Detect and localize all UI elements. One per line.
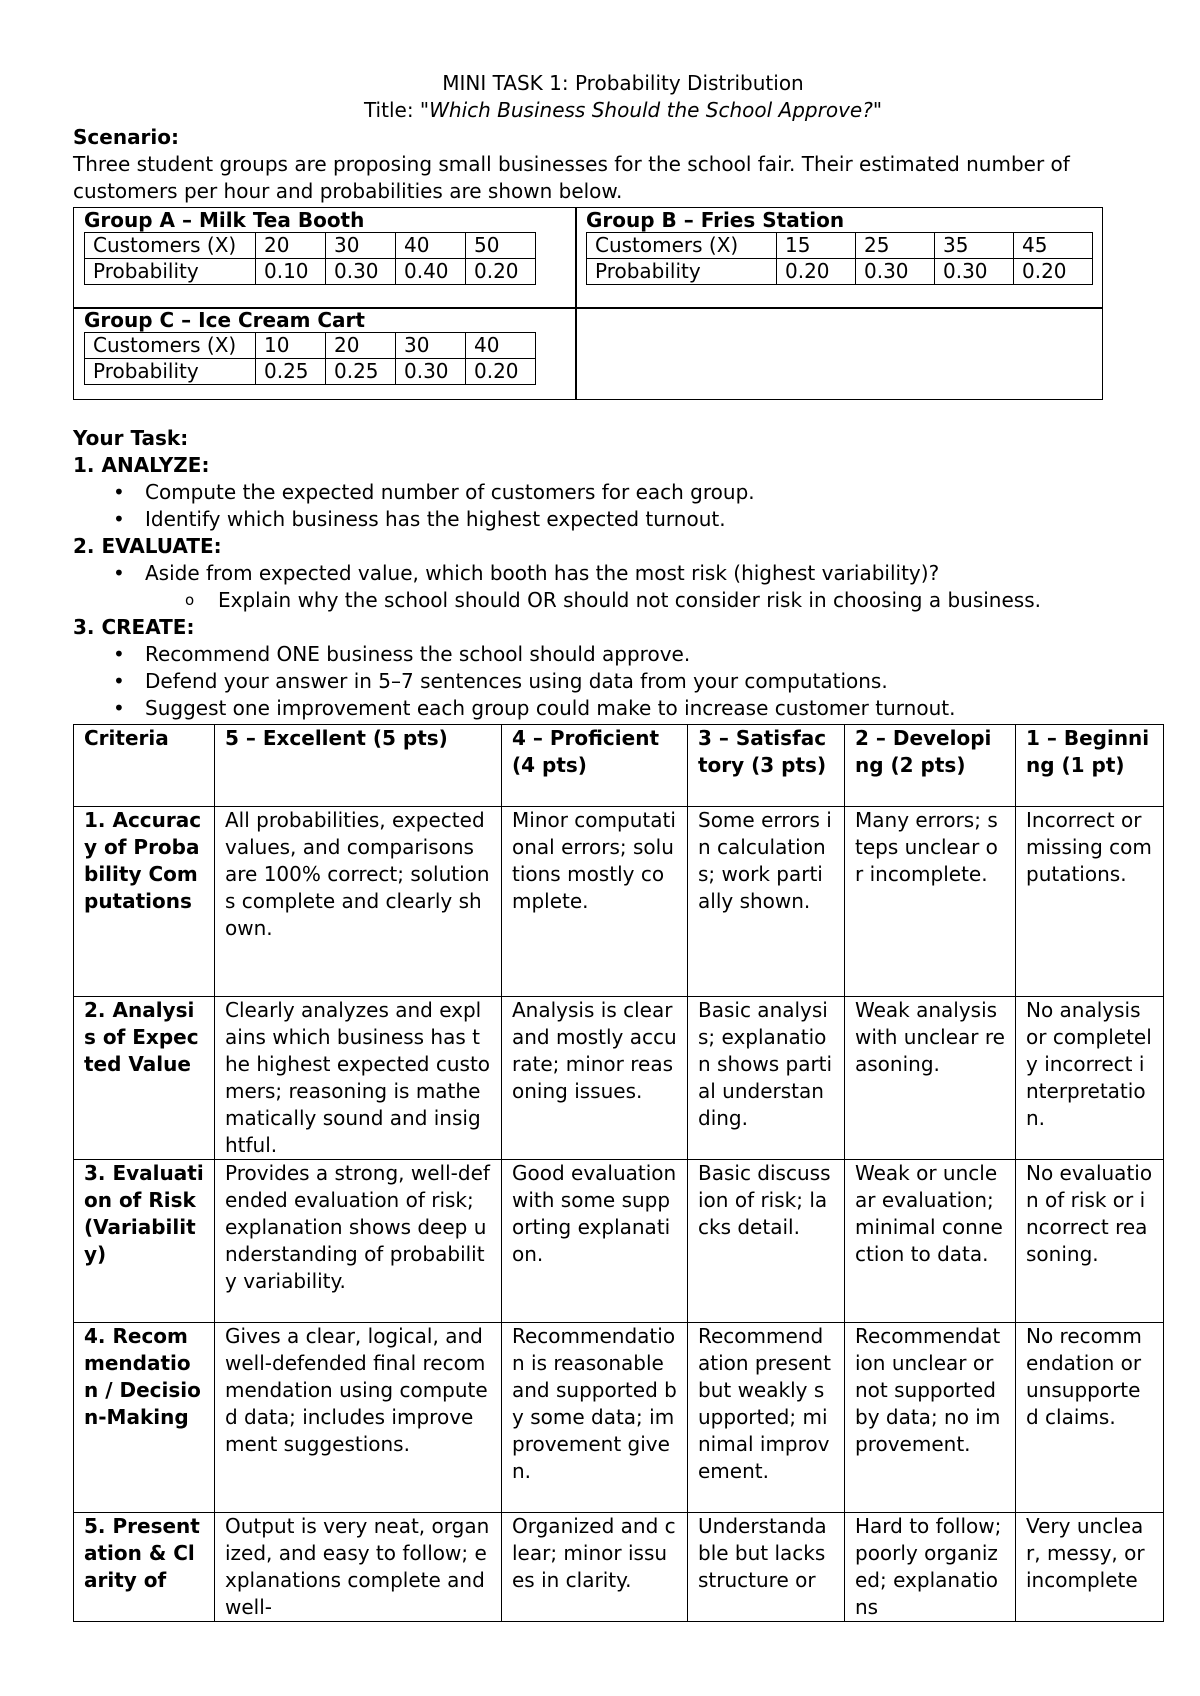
table-cell: 0.20 bbox=[777, 259, 856, 285]
section-create: 3. CREATE: bbox=[73, 615, 195, 639]
table-cell: 0.30 bbox=[326, 259, 396, 285]
evaluate-list bbox=[73, 560, 1133, 587]
group-a bbox=[84, 208, 536, 285]
table-cell: Recommendation unclear or not supported by data; no improvement. bbox=[845, 1323, 1016, 1513]
table-row bbox=[74, 1513, 1164, 1622]
list-item bbox=[73, 668, 1133, 695]
table-cell: Some errors in calculations; work partially shown. bbox=[688, 807, 845, 997]
list-item bbox=[73, 587, 1133, 614]
table-cell: 25 bbox=[856, 233, 935, 259]
header-cell: 1 – Beginning (1 pt) bbox=[1016, 725, 1164, 807]
list-item-text: Identify which business has the highest expected turnout. bbox=[145, 507, 726, 531]
header-cell: 3 – Satisfactory (3 pts) bbox=[688, 725, 845, 807]
table-row bbox=[85, 333, 536, 359]
table-cell: No evaluation of risk or incorrect reasoning. bbox=[1016, 1160, 1164, 1323]
table-cell: 20 bbox=[326, 333, 396, 359]
criteria-cell: 3. Evaluation of Risk (Variability) bbox=[74, 1160, 215, 1323]
group-b-table bbox=[586, 232, 1093, 285]
list-item bbox=[73, 479, 1133, 506]
table-cell: Good evaluation with some supporting explanation. bbox=[502, 1160, 688, 1323]
table-cell: Clearly analyzes and explains which business has the highest expected customers; reasoning is mathematically sound and insightful. bbox=[215, 997, 502, 1160]
table-cell: Very unclear, messy, or incomplete bbox=[1016, 1513, 1164, 1622]
divider bbox=[575, 307, 1103, 309]
analyze-list bbox=[73, 479, 1133, 533]
bullet: • bbox=[113, 561, 125, 585]
table-cell: Probability bbox=[85, 259, 256, 285]
group-c-table bbox=[84, 332, 536, 385]
table-row bbox=[74, 997, 1164, 1160]
bullet: • bbox=[113, 642, 125, 666]
group-b-title: Group B – Fries Station bbox=[586, 208, 845, 232]
table-cell: Hard to follow; poorly organized; explanations bbox=[845, 1513, 1016, 1622]
group-c bbox=[84, 308, 536, 385]
task-section bbox=[73, 425, 1133, 722]
table-cell: 0.30 bbox=[396, 359, 466, 385]
table-cell: Recommendation is reasonable and supported by some data; improvement given. bbox=[502, 1323, 688, 1513]
rubric-table bbox=[73, 724, 1164, 1622]
title-prefix: Title: bbox=[363, 98, 420, 122]
table-cell: Understandable but lacks structure or bbox=[688, 1513, 845, 1622]
header-cell: 2 – Developing (2 pts) bbox=[845, 725, 1016, 807]
table-cell: 0.20 bbox=[466, 259, 536, 285]
table-cell: Weak analysis with unclear reasoning. bbox=[845, 997, 1016, 1160]
table-cell: Weak or unclear evaluation; minimal connection to data. bbox=[845, 1160, 1016, 1323]
bullet: • bbox=[113, 669, 125, 693]
table-cell: Minor computational errors; solutions mostly complete. bbox=[502, 807, 688, 997]
table-cell: 50 bbox=[466, 233, 536, 259]
bullet: • bbox=[113, 696, 125, 720]
group-a-table bbox=[84, 232, 536, 285]
table-cell: 0.20 bbox=[466, 359, 536, 385]
bullet: • bbox=[113, 480, 125, 504]
task-heading: MINI TASK 1: Probability Distribution bbox=[442, 71, 804, 95]
table-cell: 0.25 bbox=[326, 359, 396, 385]
group-b bbox=[586, 208, 1093, 285]
group-a-title: Group A – Milk Tea Booth bbox=[84, 208, 365, 232]
title-italic: "Which Business Should the School Approve?" bbox=[419, 98, 883, 122]
table-cell: Recommendation present but weakly supported; minimal improvement. bbox=[688, 1323, 845, 1513]
table-row bbox=[74, 807, 1164, 997]
criteria-cell: 5. Presentation & Clarity of bbox=[74, 1513, 215, 1622]
table-cell: Output is very neat, organized, and easy to follow; explanations complete and well- bbox=[215, 1513, 502, 1622]
section-evaluate: 2. EVALUATE: bbox=[73, 534, 222, 558]
list-item-text: Compute the expected number of customers for each group. bbox=[145, 480, 755, 504]
table-cell: 40 bbox=[466, 333, 536, 359]
table-cell: All probabilities, expected values, and comparisons are 100% correct; solutions complete and clearly shown. bbox=[215, 807, 502, 997]
evaluate-sublist bbox=[73, 587, 1133, 614]
table-row bbox=[587, 259, 1093, 285]
list-item bbox=[73, 695, 1133, 722]
list-item bbox=[73, 641, 1133, 668]
table-cell: Customers (X) bbox=[85, 233, 256, 259]
list-item bbox=[73, 560, 1133, 587]
table-cell: 30 bbox=[396, 333, 466, 359]
criteria-cell: 1. Accuracy of Probability Computations bbox=[74, 807, 215, 997]
list-item bbox=[73, 506, 1133, 533]
table-cell: 0.40 bbox=[396, 259, 466, 285]
table-cell: Customers (X) bbox=[587, 233, 777, 259]
table-cell: 35 bbox=[935, 233, 1014, 259]
table-cell: Basic discussion of risk; lacks detail. bbox=[688, 1160, 845, 1323]
table-row bbox=[85, 233, 536, 259]
table-row bbox=[74, 1160, 1164, 1323]
header-cell: 5 – Excellent (5 pts) bbox=[215, 725, 502, 807]
divider bbox=[575, 208, 577, 399]
table-cell: No recommendation or unsupported claims. bbox=[1016, 1323, 1164, 1513]
table-cell: 0.20 bbox=[1014, 259, 1093, 285]
table-cell: No analysis or completely incorrect interpretation. bbox=[1016, 997, 1164, 1160]
table-cell: 20 bbox=[256, 233, 326, 259]
list-item-text: Aside from expected value, which booth has the most risk (highest variability)? bbox=[145, 561, 940, 585]
table-cell: Analysis is clear and mostly accurate; minor reasoning issues. bbox=[502, 997, 688, 1160]
table-cell: Probability bbox=[85, 359, 256, 385]
bullet: • bbox=[113, 507, 125, 531]
table-cell: 0.25 bbox=[256, 359, 326, 385]
list-item-text: Explain why the school should OR should not consider risk in choosing a business. bbox=[218, 588, 1041, 612]
list-item-text: Suggest one improvement each group could make to increase customer turnout. bbox=[145, 696, 956, 720]
table-cell: Gives a clear, logical, and well-defended final recommendation using computed data; includes improvement suggestions. bbox=[215, 1323, 502, 1513]
header-cell: 4 – Proficient (4 pts) bbox=[502, 725, 688, 807]
table-cell: Many errors; steps unclear or incomplete. bbox=[845, 807, 1016, 997]
list-item-text: Recommend ONE business the school should approve. bbox=[145, 642, 691, 666]
table-cell: 40 bbox=[396, 233, 466, 259]
sub-bullet: o bbox=[185, 591, 195, 609]
table-header-row bbox=[74, 725, 1164, 807]
table-cell: 15 bbox=[777, 233, 856, 259]
table-cell: Probability bbox=[587, 259, 777, 285]
table-cell: 0.10 bbox=[256, 259, 326, 285]
table-row bbox=[587, 233, 1093, 259]
task-title bbox=[73, 97, 1173, 124]
create-list bbox=[73, 641, 1133, 722]
task-label: Your Task: bbox=[73, 426, 189, 450]
list-item-text: Defend your answer in 5–7 sentences using data from your computations. bbox=[145, 669, 888, 693]
scenario-text: Three student groups are proposing small businesses for the school fair. Their estimated number of customers per hour and probabilities are shown below. bbox=[73, 152, 1070, 203]
scenario-label: Scenario: bbox=[73, 125, 180, 149]
criteria-cell: 2. Analysis of Expected Value bbox=[74, 997, 215, 1160]
table-cell: Basic analysis; explanation shows partial understanding. bbox=[688, 997, 845, 1160]
groups-box bbox=[73, 207, 1103, 400]
table-cell: 0.30 bbox=[856, 259, 935, 285]
table-cell: 0.30 bbox=[935, 259, 1014, 285]
header-cell: Criteria bbox=[74, 725, 215, 807]
table-cell: 45 bbox=[1014, 233, 1093, 259]
table-cell: Organized and clear; minor issues in clarity. bbox=[502, 1513, 688, 1622]
table-cell: 30 bbox=[326, 233, 396, 259]
table-cell: Customers (X) bbox=[85, 333, 256, 359]
group-c-title: Group C – Ice Cream Cart bbox=[84, 308, 365, 332]
table-cell: Provides a strong, well-defended evaluation of risk; explanation shows deep understanding of probability variability. bbox=[215, 1160, 502, 1323]
table-cell: 10 bbox=[256, 333, 326, 359]
table-row bbox=[85, 359, 536, 385]
table-cell: Incorrect or missing computations. bbox=[1016, 807, 1164, 997]
table-row bbox=[85, 259, 536, 285]
section-analyze: 1. ANALYZE: bbox=[73, 453, 210, 477]
criteria-cell: 4. Recommendation / Decision-Making bbox=[74, 1323, 215, 1513]
table-row bbox=[74, 1323, 1164, 1513]
